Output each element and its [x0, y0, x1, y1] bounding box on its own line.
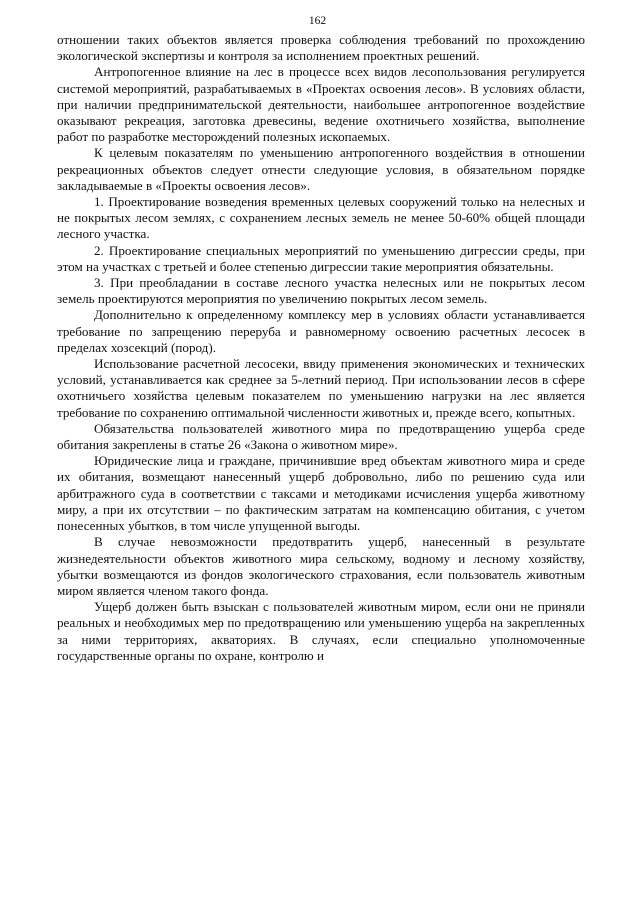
paragraph-10: Юридические лица и граждане, причинившие вред объектам животного мира и среде их обитания, возмещают нанесенный ущерб добровольно, либо по решению суда или арбитражного суда в соответствии с таксами и методиками исчисления ущерба животному миру, а при их отсутствии – по фактическим затратам на компенсацию обитания, с учетом понесенных убытков, в том числе упущенной выгоды. — [57, 453, 585, 534]
paragraph-1: отношении таких объектов является проверка соблюдения требований по прохождению экологической экспертизы и контроля за исполнением проектных решений. — [57, 32, 585, 64]
paragraph-3: К целевым показателям по уменьшению антропогенного воздействия в отношении рекреационных объектов следует отнести следующие условия, в обязательном порядке закладываемые в «Проекты освоения лесов». — [57, 145, 585, 193]
paragraph-7: Дополнительно к определенному комплексу мер в условиях области устанавливается требование по запрещению переруба и равномерному освоению расчетных лесосек в пределах хозсекций (пород). — [57, 307, 585, 355]
paragraph-12: Ущерб должен быть взыскан с пользователей животным миром, если они не приняли реальных и необходимых мер по предотвращению или уменьшению ущерба на закрепленных за ними территориях, акваториях. В случаях, если специально уполномоченные государственные органы по охране, контролю и — [57, 599, 585, 663]
paragraph-8: Использование расчетной лесосеки, ввиду применения экономических и технических условий, устанавливается как среднее за 5-летний период. При использовании лесов в сфере охотничьего хозяйства целевым показателем по уменьшению нагрузки на лес является требование по сохранению оптимальной численности животных и, прежде всего, копытных. — [57, 356, 585, 420]
paragraph-4: 1. Проектирование возведения временных целевых сооружений только на нелесных и не покрытых лесом землях, с сохранением лесных земель не менее 50-60% общей площади лесного участка. — [57, 194, 585, 242]
paragraph-9: Обязательства пользователей животного мира по предотвращению ущерба среде обитания закреплены в статье 26 «Закона о животном мире». — [57, 420, 585, 453]
body-text — [57, 32, 585, 664]
paragraph-6: 3. При преобладании в составе лесного участка нелесных или не покрытых лесом земель проектируются мероприятия по увеличению покрытых лесом земель. — [57, 275, 585, 307]
paragraph-5: 2. Проектирование специальных мероприятий по уменьшению дигрессии среды, при этом на участках с третьей и более степенью дигрессии такие мероприятия обязательны. — [57, 242, 585, 274]
paragraph-2: Антропогенное влияние на лес в процессе всех видов лесопользования регулируется системой мероприятий, разрабатываемых в «Проектах освоения лесов». В условиях области, при наличии предпринимательской деятельности, наибольшее антропогенное воздействие оказывают рекреация, заготовка древесины, ведение охотничьего хозяйства, выполнение работ по разработке месторождений полезных ископаемых. — [57, 64, 585, 145]
paragraph-11: В случае невозможности предотвратить ущерб, нанесенный в результате жизнедеятельности объектов животного мира сельскому, водному и лесному хозяйству, убытки возмещаются из фондов экологического страхования, если пользователь животным миром является членом такого фонда. — [57, 534, 585, 598]
page-number: 162 — [308, 15, 327, 27]
